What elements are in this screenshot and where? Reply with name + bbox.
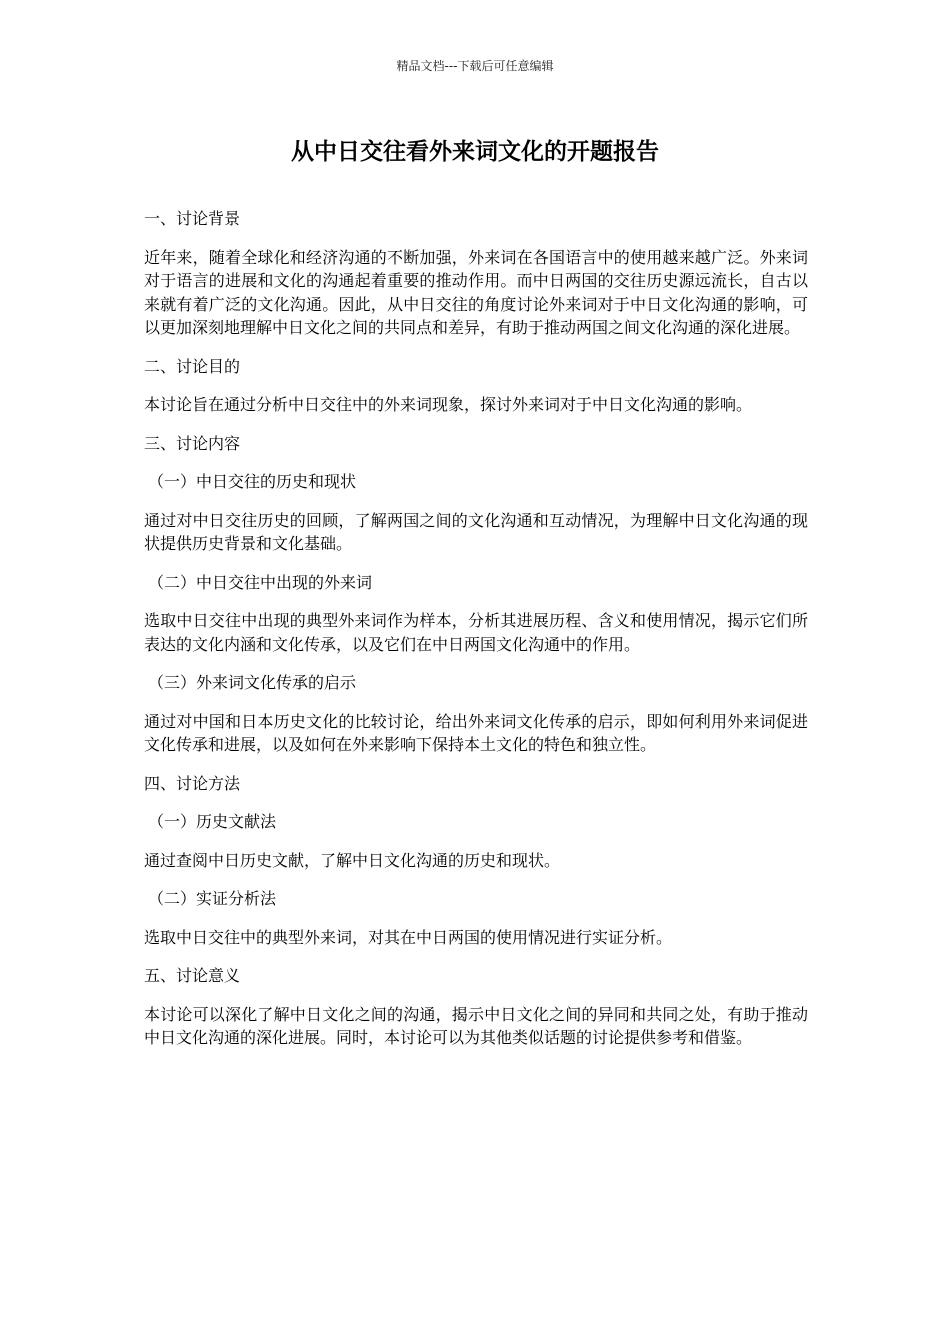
paragraph-purpose: 本讨论旨在通过分析中日交往中的外来词现象，探讨外来词对于中日文化沟通的影响。 (144, 395, 753, 414)
section-heading-content: 三、讨论内容 (144, 433, 241, 453)
paragraph-inspiration: 通过对中国和日本历史文化的比较讨论，给出外来词文化传承的启示，即如何利用外来词促进文化传承和进展，以及如何在外来影响下保持本土文化的特色和独立性。 (144, 711, 808, 754)
paragraph-loanwords: 选取中日交往中出现的典型外来词作为样本，分析其进展历程、含义和使用情况，揭示它们所表达的文化内涵和文化传承，以及它们在中日两国文化沟通中的作用。 (144, 611, 808, 654)
paragraph-significance: 本讨论可以深化了解中日文化之间的沟通，揭示中日文化之间的异同和共同之处，有助于推动中日文化沟通的深化进展。同时，本讨论可以为其他类似话题的讨论提供参考和借鉴。 (144, 1004, 808, 1047)
paragraph-empirical-method: 选取中日交往中的典型外来词，对其在中日两国的使用情况进行实证分析。 (144, 927, 673, 947)
paragraph-history: 通过对中日交往历史的回顾，了解两国之间的文化沟通和互动情况，为理解中日文化沟通的现状提供历史背景和文化基础。 (144, 510, 808, 553)
subheading-literature-method: （一）历史文献法 (148, 812, 277, 831)
document-title: 从中日交往看外来词文化的开题报告 (291, 139, 659, 165)
subheading-history: （一）中日交往的历史和现状 (148, 472, 357, 491)
subheading-loanwords: （二）中日交往中出现的外来词 (148, 572, 373, 592)
paragraph-background: 近年来，随着全球化和经济沟通的不断加强，外来词在各国语言中的使用越来越广泛。外来词对于语言的进展和文化的沟通起着重要的推动作用。而中日两国的交往历史源远流长，自古以来就有着广泛的文化沟通。因此，从中日交往的角度讨论外来词对于中日文化沟通的影响，可以更加深刻地理解中日文化之间的共同点和差异，有助于推动两国之间文化沟通的深化进展。 (144, 247, 808, 337)
section-heading-methods: 四、讨论方法 (144, 773, 241, 793)
page-header-note: 精品文档---下载后可任意编辑 (396, 59, 554, 73)
section-heading-significance: 五、讨论意义 (144, 966, 241, 985)
section-heading-purpose: 二、讨论目的 (144, 356, 241, 376)
subheading-inspiration: （三）外来词文化传承的启示 (148, 673, 357, 692)
document-body (144, 207, 808, 1065)
subheading-empirical-method: （二）实证分析法 (148, 889, 277, 908)
section-heading-background: 一、讨论背景 (144, 209, 241, 228)
paragraph-literature-method: 通过查阅中日历史文献，了解中日文化沟通的历史和现状。 (144, 850, 561, 870)
